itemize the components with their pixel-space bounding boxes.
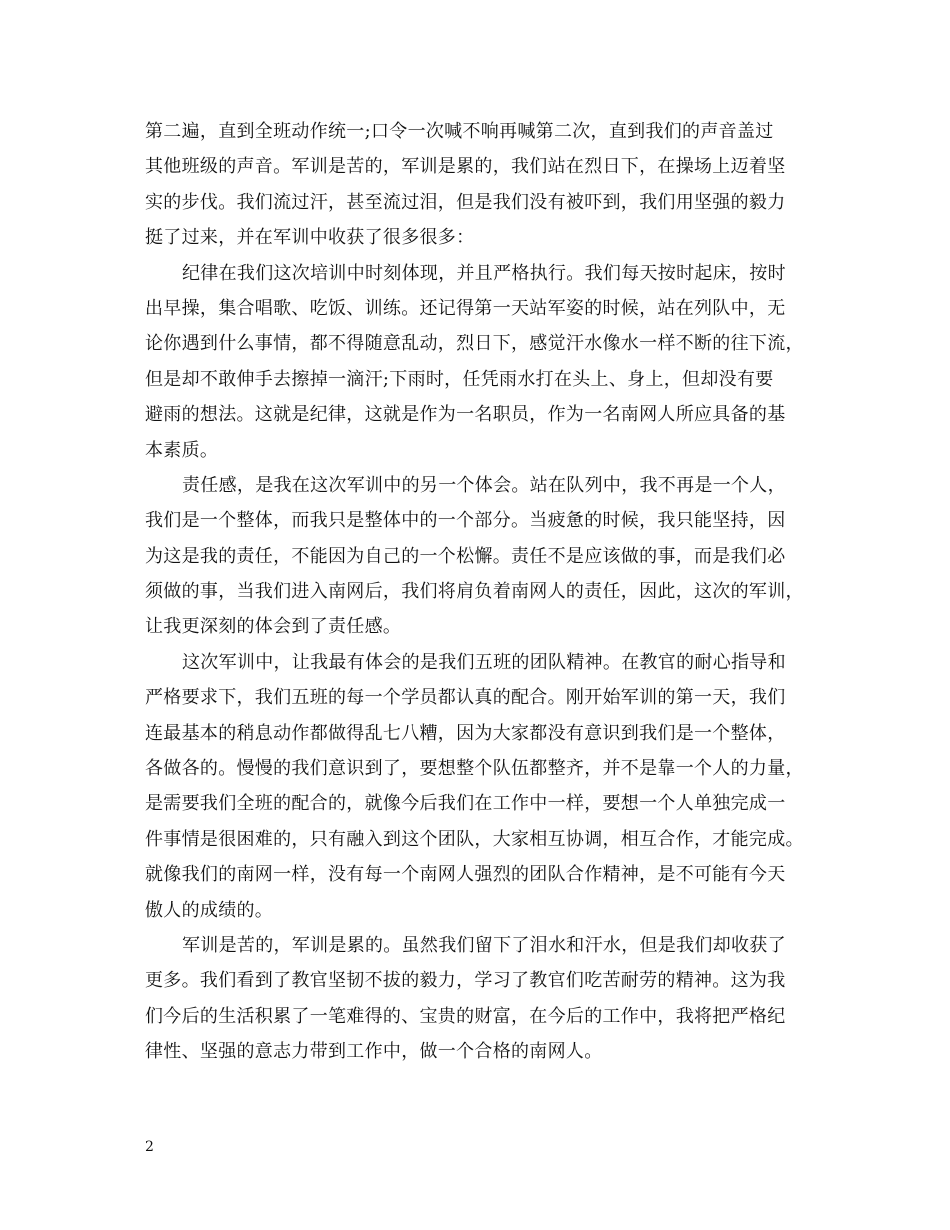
- text-line: 第二遍，直到全班动作统一;口令一次喊不响再喊第二次，直到我们的声音盖过: [145, 121, 774, 142]
- paragraph-start-line: 军训是苦的，军训是累的。虽然我们留下了泪水和汗水，但是我们却收获了: [182, 934, 786, 956]
- text-line: 为这是我的责任，不能因为自己的一个松懈。责任不是应该做的事，而是我们必: [145, 545, 786, 567]
- text-line: 件事情是很困难的，只有融入到这个团队，大家相互协调，相互合作，才能完成。: [145, 828, 804, 850]
- text-line: 避雨的想法。这就是纪律，这就是作为一名职员，作为一名南网人所应具备的基: [145, 404, 786, 426]
- text-line: 严格要求下，我们五班的每一个学员都认真的配合。刚开始军训的第一天，我们: [145, 687, 786, 709]
- text-line: 们今后的生活积累了一笔难得的、宝贵的财富，在今后的工作中，我将把严格纪: [145, 1005, 786, 1027]
- paragraph-start-line: 责任感，是我在这次军训中的另一个体会。站在队列中，我不再是一个人，: [182, 474, 786, 496]
- paragraph-start-line: 这次军训中，让我最有体会的是我们五班的团队精神。在教官的耐心指导和: [182, 651, 786, 673]
- text-line: 更多。我们看到了教官坚韧不拔的毅力，学习了教官们吃苦耐劳的精神。这为我: [145, 970, 786, 992]
- text-line: 让我更深刻的体会到了责任感。: [145, 616, 402, 638]
- text-line: 但是却不敢伸手去擦掉一滴汗;下雨时，任凭雨水打在头上、身上，但却没有要: [145, 368, 774, 390]
- text-line: 就像我们的南网一样，没有每一个南网人强烈的团队合作精神，是不可能有今天: [145, 864, 786, 886]
- body-text: [145, 114, 815, 1070]
- text-line: 本素质。: [145, 439, 219, 461]
- text-line: 须做的事，当我们进入南网后，我们将肩负着南网人的责任，因此，这次的军训，: [145, 581, 804, 603]
- text-line: 论你遇到什么事情，都不得随意乱动，烈日下，感觉汗水像水一样不断的往下流，: [145, 333, 804, 355]
- page-number: 2: [145, 1139, 154, 1155]
- text-line: 连最基本的稍息动作都做得乱七八糟，因为大家都没有意识到我们是一个整体，: [145, 722, 786, 744]
- paragraph-start-line: 纪律在我们这次培训中时刻体现，并且严格执行。我们每天按时起床，按时: [182, 262, 786, 284]
- text-line: 出早操，集合唱歌、吃饭、训练。还记得第一天站军姿的时候，站在列队中，无: [145, 297, 786, 319]
- text-line: 我们是一个整体，而我只是整体中的一个部分。当疲惫的时候，我只能坚持，因: [145, 510, 786, 532]
- text-line: 律性、坚强的意志力带到工作中，做一个合格的南网人。: [145, 1041, 603, 1063]
- text-line: 实的步伐。我们流过汗，甚至流过泪，但是我们没有被吓到，我们用坚强的毅力: [145, 191, 786, 213]
- text-line: 各做各的。慢慢的我们意识到了，要想整个队伍都整齐，并不是靠一个人的力量，: [145, 758, 804, 780]
- text-line: 是需要我们全班的配合的，就像今后我们在工作中一样，要想一个人单独完成一: [145, 793, 786, 815]
- text-line: 傲人的成绩的。: [145, 899, 274, 921]
- text-line: 其他班级的声音。军训是苦的，军训是累的，我们站在烈日下，在操场上迈着坚: [145, 156, 786, 178]
- text-line: 挺了过来，并在军训中收获了很多很多：: [145, 227, 475, 249]
